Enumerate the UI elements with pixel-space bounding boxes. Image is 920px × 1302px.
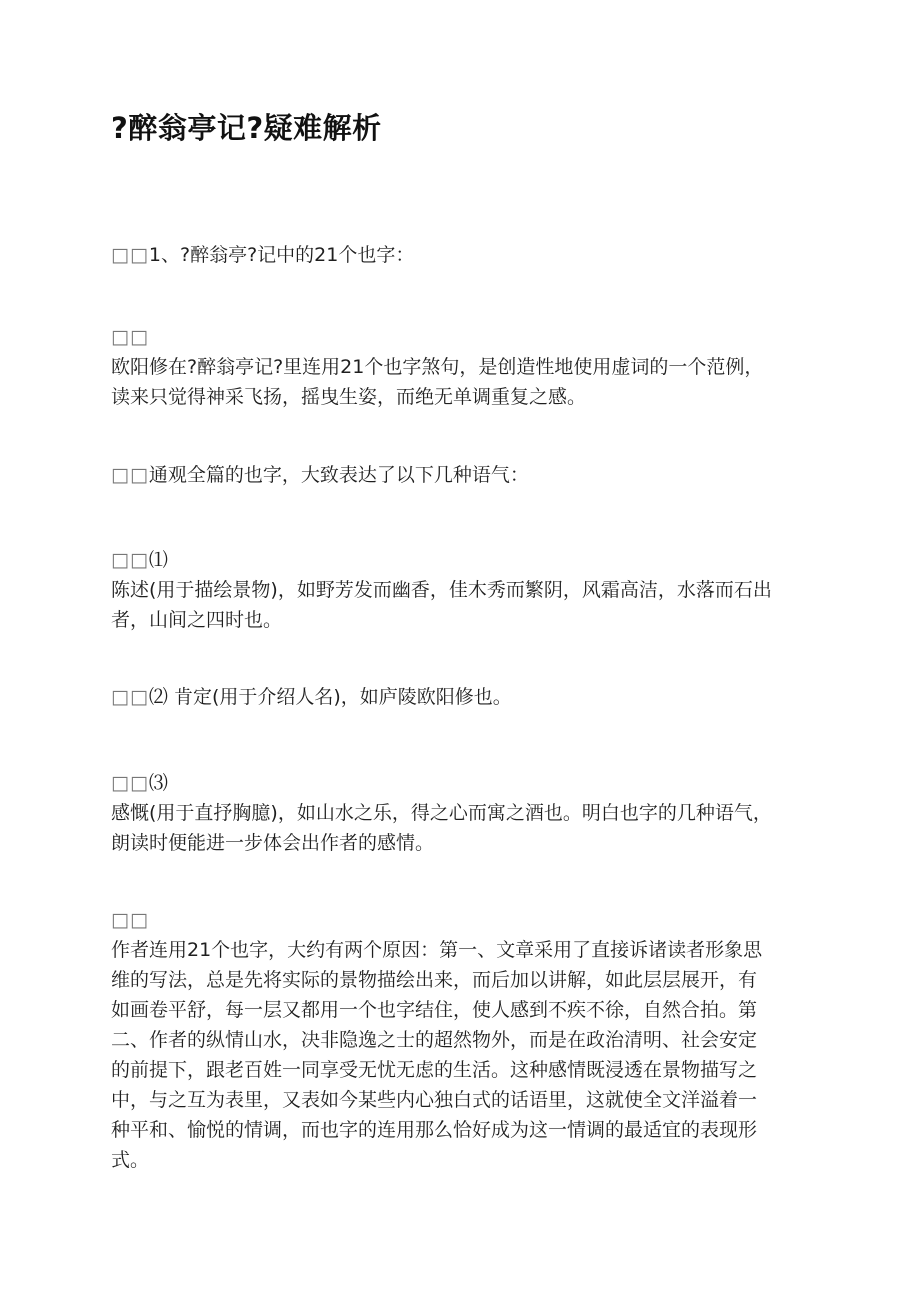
section-3 [111,460,811,490]
section-2-line-1: 欧阳修在?醉翁亭记?里连用21个也字煞句，是创造性地使用虚词的一个范例， [111,356,764,378]
section-2-line-2: 读来只觉得神采飞扬，摇曳生姿，而绝无单调重复之感。 [111,386,587,408]
section-6-line-1 [111,768,811,798]
placeholder-box-icons: □□ [111,686,149,708]
section-1 [111,240,811,270]
page-title: ?醉翁亭记?疑难解析 [111,111,382,145]
section-7-line-6: 中，与之互为表里，又表如今某些内心独白式的话语里，这就使全文洋溢着一 [111,1089,758,1111]
section-4-number: ⑴ [148,549,168,571]
section-3-text: 通观全篇的也字，大致表达了以下几种语气： [148,464,529,486]
section-2 [111,322,811,412]
placeholder-box-icons: □□ [111,909,149,931]
placeholder-box-icons: □□ [111,326,149,348]
section-7-line-1: 作者连用21个也字，大约有两个原因：第一、文章采用了直接诉诸读者形象思 [111,939,763,961]
section-7 [111,905,811,1175]
section-5 [111,682,811,712]
section-4-line-1 [111,545,811,575]
placeholder-box-icons: □□ [111,772,149,794]
section-4-line-3: 者，山间之四时也。 [111,609,283,631]
section-7-line-3: 如画卷平舒，每一层又都用一个也字结住，使人感到不疾不徐，自然合拍。第 [111,999,758,1021]
placeholder-box-icons: □□ [111,549,149,571]
section-4 [111,545,811,635]
section-6 [111,768,811,858]
section-3-line-1 [111,460,811,490]
section-4-line-2: 陈述(用于描绘景物)，如野芳发而幽香，佳木秀而繁阴，风霜高洁，水落而石出 [111,579,772,601]
section-5-text: ⑵ 肯定(用于介绍人名)，如庐陵欧阳修也。 [148,686,512,708]
placeholder-box-icons: □□ [111,244,149,266]
section-1-text: 1、?醉翁亭?记中的21个也字： [148,244,415,266]
section-6-number: ⑶ [148,772,168,794]
section-7-line-4: 二、作者的纵情山水，决非隐逸之士的超然物外，而是在政治清明、社会安定 [111,1029,758,1051]
section-6-line-3: 朗读时便能进一步体会出作者的感情。 [111,832,435,854]
section-6-line-2: 感慨(用于直抒胸臆)，如山水之乐，得之心而寓之酒也。明白也字的几种语气， [111,802,772,824]
section-7-line-2: 维的写法，总是先将实际的景物描绘出来，而后加以讲解，如此层层展开，有 [111,969,758,991]
section-1-line-1 [111,240,811,270]
section-5-line-1 [111,682,811,712]
section-7-line-8: 式。 [111,1149,150,1171]
placeholder-box-icons: □□ [111,464,149,486]
section-7-line-7: 种平和、愉悦的情调，而也字的连用那么恰好成为这一情调的最适宜的表现形 [111,1119,758,1141]
section-7-line-5: 的前提下，跟老百姓一同享受无忧无虑的生活。这种感情既浸透在景物描写之 [111,1059,758,1081]
